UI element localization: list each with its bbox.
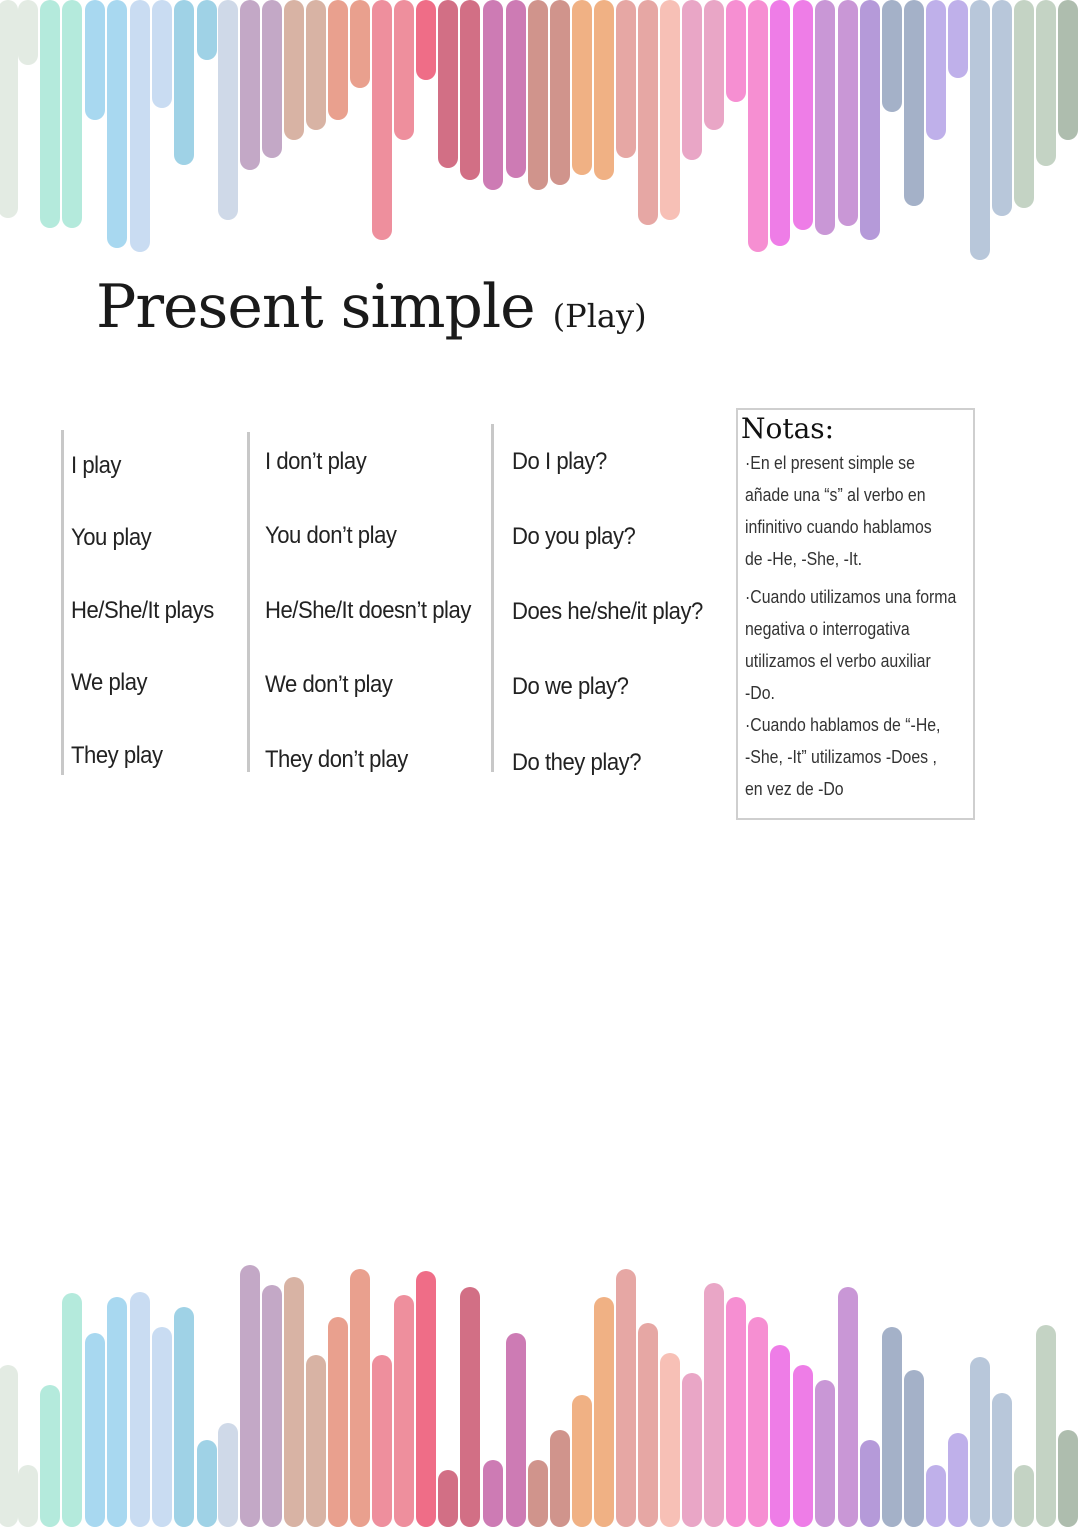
decorative-bar <box>926 1465 946 1527</box>
decorative-bar <box>660 0 680 220</box>
decorative-bar <box>992 0 1012 216</box>
decorative-bar <box>926 0 946 140</box>
affirmative-column <box>61 430 239 775</box>
decorative-bar <box>152 1327 172 1527</box>
decorative-bar <box>860 0 880 240</box>
affirmative-line: He/She/It plays <box>71 597 214 624</box>
decorative-bar <box>572 0 592 175</box>
decorative-bar <box>594 1297 614 1527</box>
decorative-bar <box>197 1440 217 1527</box>
decorative-bar <box>528 1460 548 1527</box>
affirmative-line: You play <box>71 524 152 551</box>
decorative-bar <box>528 0 548 190</box>
decorative-bar <box>130 1292 150 1527</box>
decorative-bar <box>1058 0 1078 140</box>
decorative-bar <box>107 1297 127 1527</box>
decorative-bar <box>1014 0 1034 208</box>
note-line: -Do. <box>745 683 775 703</box>
negative-line: They don’t play <box>265 746 408 773</box>
decorative-bar <box>838 1287 858 1527</box>
decorative-bar <box>197 0 217 60</box>
decorative-bar <box>904 1370 924 1527</box>
decorative-bar <box>350 0 370 88</box>
decorative-bar <box>372 1355 392 1527</box>
note-line: añade una “s” al verbo en <box>745 485 926 505</box>
note-line: ·En el present simple se <box>745 453 915 473</box>
decorative-bar <box>328 0 348 120</box>
decorative-bar <box>748 1317 768 1527</box>
decorative-bar <box>1036 1325 1056 1527</box>
decorative-bar <box>882 1327 902 1527</box>
decorative-bar <box>394 1295 414 1527</box>
decorative-bar <box>550 0 570 185</box>
decorative-bar <box>62 1293 82 1527</box>
decorative-bar <box>218 0 238 220</box>
decorative-bar <box>793 0 813 230</box>
decorative-bar <box>416 1271 436 1527</box>
decorative-bar <box>460 0 480 180</box>
decorative-bar <box>770 0 790 246</box>
decorative-bar <box>372 0 392 240</box>
decorative-bar <box>1014 1465 1034 1527</box>
interrogative-line: Does he/she/it play? <box>512 598 703 625</box>
decorative-bar <box>1058 1430 1078 1527</box>
notes-box <box>736 408 975 820</box>
decorative-bar <box>726 0 746 102</box>
decorative-bar <box>682 1373 702 1527</box>
decorative-bar <box>506 0 526 178</box>
decorative-bar <box>240 0 260 170</box>
decorative-bar <box>838 0 858 226</box>
note-line: ·Cuando hablamos de “-He, <box>745 715 941 735</box>
decorative-bar <box>793 1365 813 1527</box>
decorative-bar <box>0 1365 18 1527</box>
decorative-bar <box>218 1423 238 1527</box>
decorative-bar <box>970 1357 990 1527</box>
decorative-bar <box>748 0 768 252</box>
affirmative-line: I play <box>71 452 122 479</box>
decorative-bar <box>948 1433 968 1527</box>
decorative-bar <box>860 1440 880 1527</box>
decorative-bar <box>992 1393 1012 1527</box>
decorative-bar <box>948 0 968 78</box>
decorative-bar <box>682 0 702 160</box>
page-title <box>96 272 647 342</box>
note-line: negativa o interrogativa <box>745 619 910 639</box>
decorative-bar <box>262 0 282 158</box>
interrogative-line: Do they play? <box>512 749 642 776</box>
decorative-bar <box>152 0 172 108</box>
interrogative-line: Do we play? <box>512 673 629 700</box>
interrogative-line: Do you play? <box>512 523 636 550</box>
decorative-bar <box>394 0 414 140</box>
negative-line: We don’t play <box>265 671 393 698</box>
decorative-bar <box>18 1465 38 1527</box>
decorative-bar <box>130 0 150 252</box>
decorative-bar <box>240 1265 260 1527</box>
affirmative-line: They play <box>71 742 163 769</box>
note-line: utilizamos el verbo auxiliar <box>745 651 931 671</box>
decorative-bar <box>438 1470 458 1527</box>
decorative-bar <box>770 1345 790 1527</box>
decorative-bar <box>815 0 835 235</box>
affirmative-line: We play <box>71 669 148 696</box>
decorative-bar <box>882 0 902 112</box>
title-main: Present simple <box>96 272 535 342</box>
decorative-bar <box>483 1460 503 1527</box>
decorative-bar <box>1036 0 1056 166</box>
decorative-bar <box>483 0 503 190</box>
title-verb: (Play) <box>552 297 647 335</box>
interrogative-column <box>491 424 719 776</box>
decorative-bar <box>40 0 60 228</box>
bottom-decorative-bars <box>0 1255 1080 1527</box>
decorative-bar <box>262 1285 282 1527</box>
decorative-bar <box>174 0 194 165</box>
decorative-bar <box>506 1333 526 1527</box>
decorative-bar <box>284 0 304 140</box>
negative-line: I don’t play <box>265 448 367 475</box>
decorative-bar <box>85 0 105 120</box>
decorative-bar <box>904 0 924 206</box>
interrogative-line: Do I play? <box>512 448 607 475</box>
decorative-bar <box>18 0 38 65</box>
decorative-bar <box>704 1283 724 1527</box>
decorative-bar <box>704 0 724 130</box>
decorative-bar <box>638 0 658 225</box>
negative-line: You don’t play <box>265 522 397 549</box>
decorative-bar <box>306 1355 326 1527</box>
note-line: ·Cuando utilizamos una forma <box>745 587 957 607</box>
decorative-bar <box>660 1353 680 1527</box>
decorative-bar <box>638 1323 658 1527</box>
decorative-bar <box>460 1287 480 1527</box>
top-decorative-bars <box>0 0 1080 270</box>
decorative-bar <box>40 1385 60 1527</box>
note-line: infinitivo cuando hablamos <box>745 517 932 537</box>
decorative-bar <box>438 0 458 168</box>
decorative-bar <box>85 1333 105 1527</box>
note-line: de -He, -She, -It. <box>745 549 863 569</box>
decorative-bar <box>284 1277 304 1527</box>
decorative-bar <box>174 1307 194 1527</box>
negative-column <box>247 432 480 772</box>
negative-line: He/She/It doesn’t play <box>265 597 471 624</box>
decorative-bar <box>572 1395 592 1527</box>
note-line: en vez de -Do <box>745 779 844 799</box>
decorative-bar <box>550 1430 570 1527</box>
decorative-bar <box>594 0 614 180</box>
decorative-bar <box>616 0 636 158</box>
decorative-bar <box>62 0 82 228</box>
decorative-bar <box>616 1269 636 1527</box>
decorative-bar <box>328 1317 348 1527</box>
decorative-bar <box>416 0 436 80</box>
decorative-bar <box>815 1380 835 1527</box>
note-line: -She, -It” utilizamos -Does , <box>745 747 937 767</box>
decorative-bar <box>0 0 18 218</box>
decorative-bar <box>107 0 127 248</box>
notes-title: Notas: <box>741 412 835 445</box>
decorative-bar <box>726 1297 746 1527</box>
decorative-bar <box>306 0 326 130</box>
decorative-bar <box>970 0 990 260</box>
decorative-bar <box>350 1269 370 1527</box>
